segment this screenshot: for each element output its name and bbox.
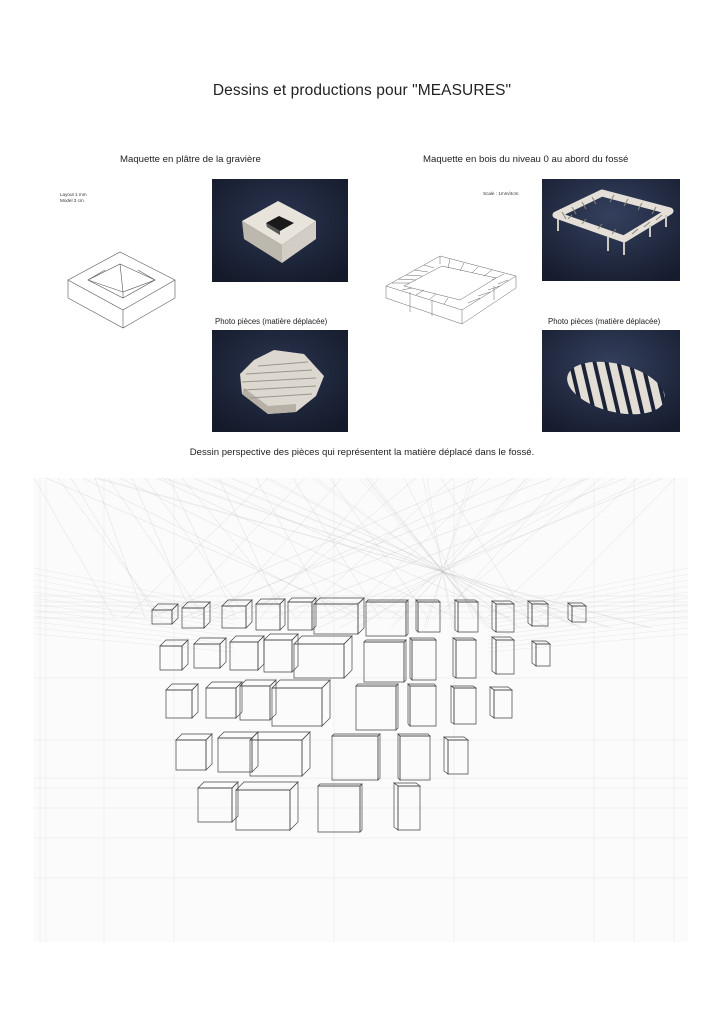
left-scale-note-line2: Model 3 cm — [60, 197, 84, 203]
perspective-drawing — [34, 478, 688, 942]
plaster-model-line-drawing — [60, 240, 205, 335]
right-photo-caption: Photo pièces (matière déplacée) — [548, 317, 661, 326]
left-panel-heading: Maquette en plâtre de la gravière — [120, 154, 261, 165]
plaster-pieces-photo — [212, 330, 348, 432]
page-title: Dessins et productions pour "MEASURES" — [212, 82, 512, 99]
left-scale-note — [60, 192, 87, 203]
perspective-caption: Dessin perspective des pièces qui représentent la matière déplacé dans le fossé. — [189, 447, 535, 458]
right-scale-note: Scale : 1mm/4cm — [483, 191, 519, 196]
left-photo-caption: Photo pièces (matière déplacée) — [215, 317, 328, 326]
wood-pieces-photo — [542, 330, 680, 432]
plaster-model-photo — [212, 179, 348, 282]
left-scale-note-line1: Layout 1 mm — [60, 192, 87, 197]
wood-model-line-drawing — [382, 238, 522, 330]
right-panel-heading: Maquette en bois du niveau 0 au abord du fossé — [423, 154, 629, 165]
wood-model-photo — [542, 179, 680, 281]
